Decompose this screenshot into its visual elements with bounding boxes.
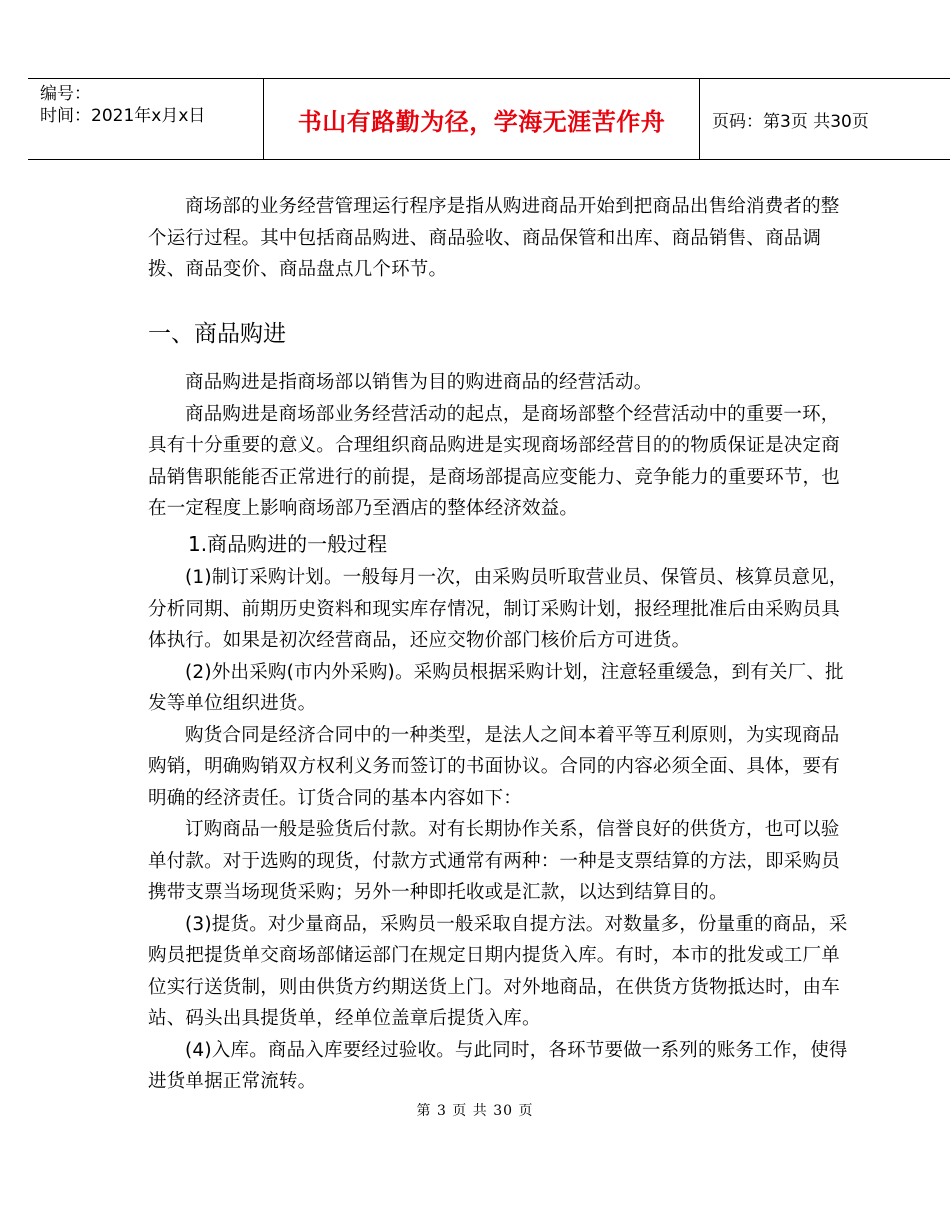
motto: 书山有路勤为径，学海无涯苦作舟 [297,107,666,136]
paragraph: 商品购进是指商场部以销售为目的购进商品的经营活动。 [185,372,653,393]
paragraph: (1)制订采购计划。一般每月一次，由采购员听取营业员、保管员、核算员意见，分析同期、前期历史资料和现实库存情况，制订采购计划，报经理批准后由采购员具体执行。如果是初次经营商品，还应交物价部门核价后方可进货。 [148,567,848,651]
intro-paragraph: 商场部的业务经营管理运行程序是指从购进商品开始到把商品出售给消费者的整个运行过程。其中包括商品购进、商品验收、商品保管和出库、商品销售、商品调拨、商品变价、商品盘点几个环节。 [148,196,840,280]
paragraph: 订购商品一般是验货后付款。对有长期协作关系，信誉良好的供货方，也可以验单付款。对于选购的现货，付款方式通常有两种：一种是支票结算的方法，即采购员携带支票当场现货采购；另外一种即托收或是汇款，以达到结算目的。 [148,819,840,903]
paragraph: 商品购进是商场部业务经营活动的起点，是商场部整个经营活动中的重要一环，具有十分重要的意义。合理组织商品购进是实现商场部经营目的的物质保证是决定商品销售职能能否正常进行的前提，是商场部提高应变能力、竞争能力的重要环节，也在一定程度上影响商场部乃至酒店的整体经济效益。 [148,403,840,519]
subsection-title: 1.商品购进的一般过程 [188,532,388,556]
time-label: 时间：2021年x月x日 [40,106,206,126]
paragraph: 购货合同是经济合同中的一种类型，是法人之间本着平等互利原则，为实现商品购销，明确购销双方权利义务而签订的书面协议。合同的内容必须全面、具体，要有明确的经济责任。订货合同的基本内容如下： [148,724,840,809]
code-label: 编号： [40,84,91,104]
paragraph: (2)外出采购(市内外采购)。采购员根据采购计划，注意轻重缓急，到有关厂、批发等单位组织进货。 [148,661,844,714]
section-title: 一、商品购进 [148,321,286,347]
paragraph: (3)提货。对少量商品，采购员一般采取自提方法。对数量多，份量重的商品，采购员把提货单交商场部储运部门在规定日期内提货入库。有时，本市的批发或工厂单位实行送货制，则由供货方约期送货上门。对外地商品，在供货方货物抵达时，由车站、码头出具提货单，经单位盖章后提货入库。 [148,913,848,1029]
header-meta-cell [28,79,264,159]
paragraph: (4)入库。商品入库要经过验收。与此同时，各环节要做一系列的账务工作，使得进货单据正常流转。 [148,1039,848,1092]
header-motto-cell [264,79,700,159]
page-info: 页码：第3页 共30页 [712,111,869,132]
subsection-body [148,562,848,1098]
intro-block [148,191,848,286]
header-page-cell [700,79,950,159]
section-body [148,367,848,525]
page-footer: 第 3 页 共 30 页 [416,1103,534,1119]
page-header [28,78,950,160]
